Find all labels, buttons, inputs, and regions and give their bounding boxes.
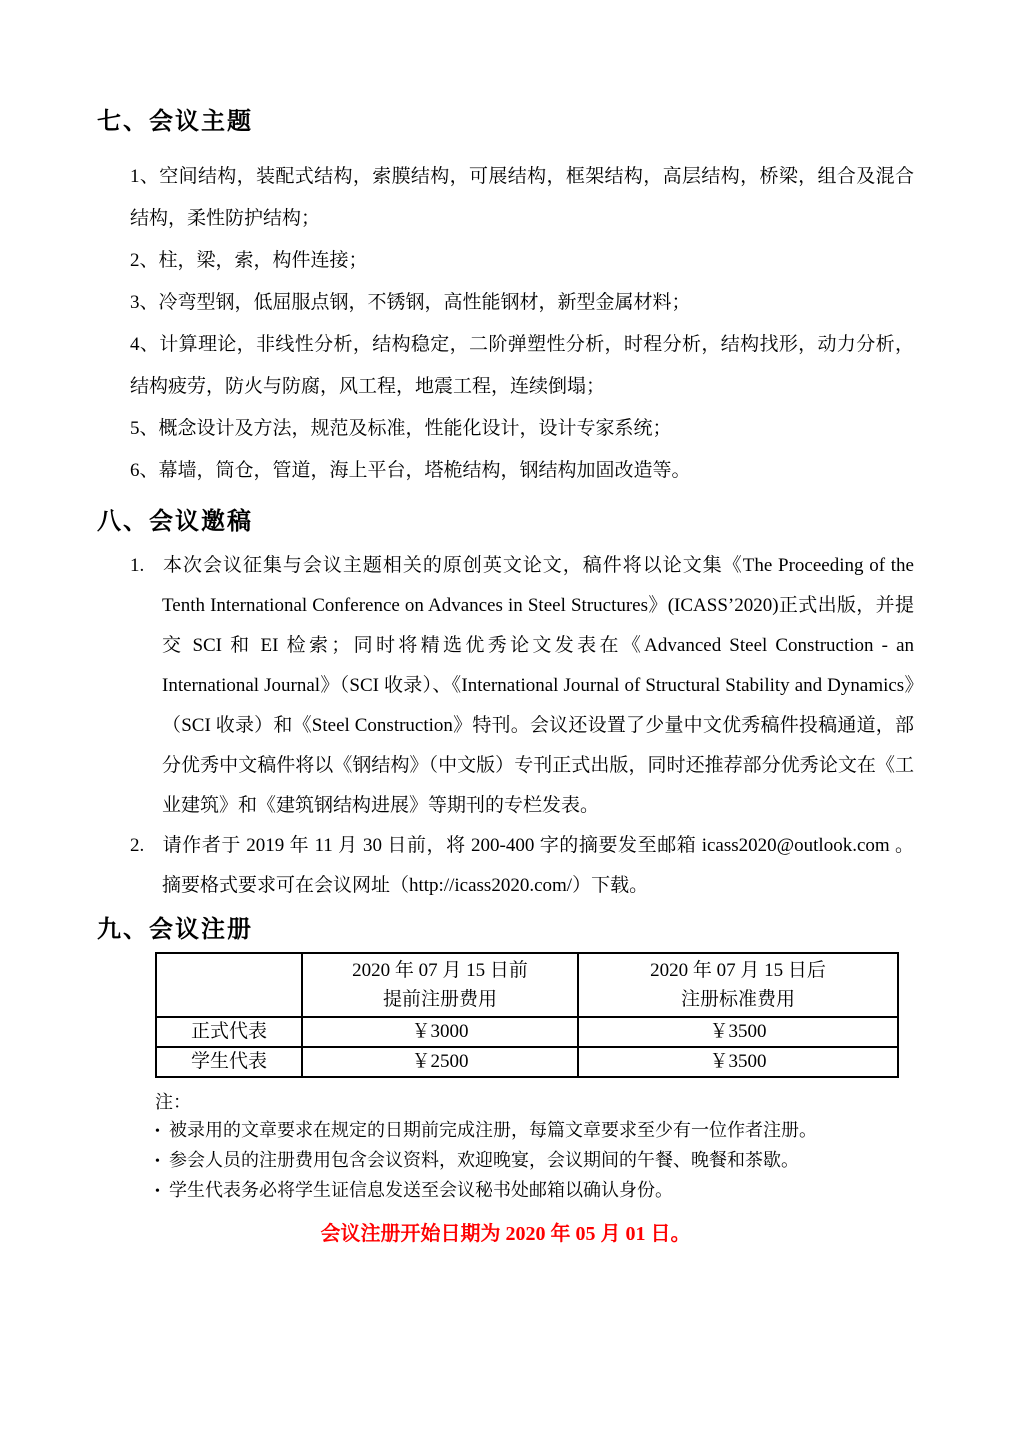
- table-header-standard-cell: [578, 953, 898, 1017]
- table-row-regular-delegate: [156, 1017, 898, 1047]
- row-label-regular: 正式代表: [156, 1017, 302, 1047]
- papers-item-2-text: 请作者于 2019 年 11 月 30 日前，将 200-400 字的摘要发至邮箱 icass2020@outlook.com 。摘要格式要求可在会议网址（http://icass2020.com/）下载。: [162, 835, 914, 896]
- theme-item-1: 1、空间结构，装配式结构，索膜结构，可展结构，框架结构，高层结构，桥梁，组合及混合结构，柔性防护结构；: [130, 166, 914, 229]
- notes-label: 注：: [155, 1092, 191, 1112]
- table-header-early-line2: 提前注册费用: [382, 989, 497, 1010]
- themes-list: [97, 156, 914, 492]
- papers-item-1: [130, 546, 914, 826]
- note-item-2-text: 参会人员的注册费用包含会议资料，欢迎晚宴，会议期间的午餐、晚餐和茶歇。: [169, 1150, 799, 1170]
- registration-start-date-notice: 会议注册开始日期为 2020 年 05 月 01 日。: [320, 1223, 691, 1245]
- table-header-early-cell: [302, 953, 578, 1017]
- bullet-icon: •: [155, 1154, 160, 1169]
- row-label-student: 学生代表: [156, 1047, 302, 1077]
- table-header-empty-cell: [156, 953, 302, 1017]
- section-themes-heading: 七、会议主题: [97, 109, 253, 135]
- theme-item-3: 3、冷弯型钢，低屈服点钢，不锈钢，高性能钢材，新型金属材料；: [130, 292, 691, 313]
- papers-list: [97, 546, 914, 906]
- papers-item-2-number: 2.: [130, 835, 145, 856]
- table-header-standard-line2: 注册标准费用: [680, 989, 795, 1010]
- regular-early-fee: ￥3000: [302, 1017, 578, 1047]
- papers-item-1-text: 本次会议征集与会议主题相关的原创英文论文，稿件将以论文集《The Proceeding of the Tenth International Conference on Advances in Steel Structures》(ICASS’2020)正式出版，并提交 SCI 和 EI 检索；同时将精选优秀论文发表在《Advanced Steel Construction - an International Journal》（SCI 收录）、《International Journal of Structural Stability and Dynamics》（SCI 收录）和《Steel Construction》特刊。会议还设置了少量中文优秀稿件投稿通道，部分优秀中文稿件将以《钢结构》（中文版）专刊正式出版，同时还推荐部分优秀论文在《工业建筑》和《建筑钢结构进展》等期刊的专栏发表。: [162, 555, 914, 816]
- theme-item-6: 6、幕墙，筒仓，管道，海上平台，塔桅结构，钢结构加固改造等。: [130, 460, 691, 481]
- student-early-fee: ￥2500: [302, 1047, 578, 1077]
- regular-standard-fee: ￥3500: [578, 1017, 898, 1047]
- section-registration-heading: 九、会议注册: [97, 917, 253, 943]
- registration-notes: [155, 1088, 914, 1206]
- note-item-3: [155, 1176, 914, 1206]
- note-item-1-text: 被录用的文章要求在规定的日期前完成注册，每篇文章要求至少有一位作者注册。: [169, 1120, 817, 1140]
- table-header-row: [156, 953, 898, 1017]
- theme-item-5: 5、概念设计及方法，规范及标准，性能化设计，设计专家系统；: [130, 418, 672, 439]
- table-header-standard-line1: 2020 年 07 月 15 日后: [650, 960, 826, 981]
- bullet-icon: •: [155, 1124, 160, 1139]
- note-item-1: [155, 1116, 914, 1146]
- section-papers-heading: 八、会议邀稿: [97, 509, 253, 535]
- theme-item-4: 4、计算理论，非线性分析，结构稳定，二阶弹塑性分析，时程分析，结构找形，动力分析，结构疲劳，防火与防腐，风工程，地震工程，连续倒塌；: [130, 334, 914, 397]
- theme-item-2: 2、柱，梁，索，构件连接；: [130, 250, 368, 271]
- papers-item-1-number: 1.: [130, 555, 145, 576]
- note-item-2: [155, 1146, 914, 1176]
- papers-item-2: [130, 826, 914, 906]
- bullet-icon: •: [155, 1184, 160, 1199]
- table-header-early-line1: 2020 年 07 月 15 日前: [352, 960, 528, 981]
- student-standard-fee: ￥3500: [578, 1047, 898, 1077]
- table-row-student-delegate: [156, 1047, 898, 1077]
- registration-fee-table: [155, 952, 899, 1078]
- note-item-3-text: 学生代表务必将学生证信息发送至会议秘书处邮箱以确认身份。: [169, 1180, 673, 1200]
